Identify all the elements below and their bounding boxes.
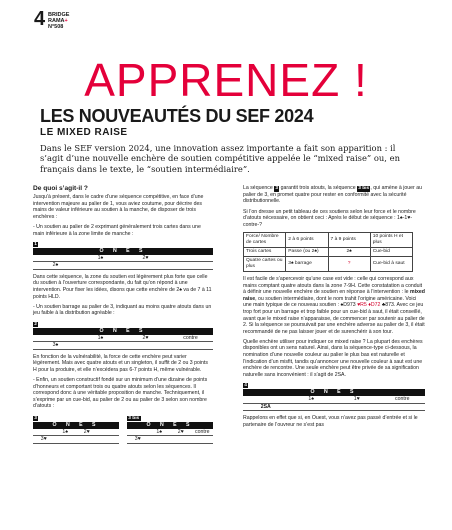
auction-header: O N E S: [33, 328, 213, 335]
auction-pair: [33, 414, 213, 448]
auction-table: [127, 422, 213, 444]
paragraph: - Enfin, un soutien constructif fondé sur un minimum d’une dizaine de points d’honneurs et comportant trois ou quatre atouts selon les séquences. Il correspond donc à une véritable proposition de manche. Techniquement, il s’exprime par un cue-bid, au palier de 2 ou au palier de 3 selon son nombre d’atouts :: [33, 377, 208, 410]
paragraph: Si l’on dresse un petit tableau de ces soutiens selon leur force et le nombre d’atouts nécessaire, on obtient ceci : Après le début de séquence : 1♠-1♥-contre-?: [243, 208, 416, 228]
table-header-cell: 10 points H et plus: [370, 232, 412, 247]
auction-cell: 1♠: [55, 429, 77, 436]
brand-line2: RAMA: [48, 18, 65, 24]
auction-table: [243, 389, 425, 411]
brand-line1: BRIDGE: [48, 12, 70, 18]
paragraph: Dans cette séquence, la zone du soutien est légèrement plus forte que celle du soutien à l’ouverture correspondante, du fait qu’on répond à une intervention. Pour fixer les idées, disons que cette enchère de 2♠ va de 7 à 11 points HLD.: [33, 273, 212, 300]
auction-ref-tag: 3 bis: [358, 186, 370, 191]
auction-cell: [33, 429, 55, 436]
right-column: [243, 185, 425, 432]
auction-cell: [243, 396, 289, 403]
auction-cell: 1♠: [149, 429, 171, 436]
intro-paragraph: Dans le SEF version 2024, une innovation assez importante a fait son apparition : il s’agit d’une nouvelle enchère de soutien compétitive appelée le “mixed raise” ou, en français dans le texte, le “soutien intermédiaire”.: [40, 143, 400, 174]
table-header-cell: Force/ Nombre de cartes: [244, 232, 286, 247]
auction-cell: [334, 403, 380, 411]
text: , ou soutien intermédiaire, dont le nom trahit l’origine américaine. Voici une main typique de ce nouveau soutien : ♠D973: [243, 295, 417, 309]
auction-cell: [123, 342, 168, 350]
page-number: 4: [34, 8, 46, 30]
auction-cell: 1♥: [334, 396, 380, 403]
left-heading: De quoi s’agit-il ?: [33, 185, 88, 192]
auction-cell: [168, 342, 213, 350]
paragraph: [243, 276, 425, 335]
auction-header: O N E S: [33, 422, 119, 429]
text: , qui amène à jouer au palier de 3, en promet quatre pour rester en conformité avec la sécurité distributionnelle.: [243, 185, 422, 205]
auction-cell: 3♠: [33, 342, 78, 350]
auction-cell: [192, 436, 214, 444]
auction-header: O N E S: [243, 389, 425, 396]
table-header-cell: 2 à 6 points: [286, 232, 328, 247]
auction-cell: [380, 403, 426, 411]
auction-cell: 2♥: [123, 255, 168, 262]
table-cell: 2♠: [328, 247, 370, 256]
auction-cell: [55, 436, 77, 444]
paragraph: Rappelons en effet que si, en Ouest, vous n’avez pas passé d’entrée et si le partenaire de l’ouvreur ne s’est pas: [243, 415, 418, 428]
headline: APPRENEZ !: [84, 54, 368, 106]
auction-number: 3: [34, 415, 37, 421]
auction-ref-tag: 3: [275, 186, 279, 191]
brand-mark: +: [64, 18, 68, 24]
auction-cell: 2♥: [123, 335, 168, 342]
text: La séquence: [243, 185, 275, 191]
auction-cell: [78, 342, 123, 350]
table-cell: Quatre cartes ou plus: [244, 256, 286, 271]
auction-3: [33, 415, 119, 444]
auction-1: [33, 241, 213, 270]
text: Il est facile de s’apercevoir qu’une case est vide : celle qui correspond aux mains comptant quatre atouts dans la zone 7-9H. Cette constatation a conduit à définir une nouvelle enchère de soutien en réponse à l’intervention : le: [243, 275, 423, 296]
auction-cell: 2SA: [243, 403, 289, 411]
support-table: [243, 232, 413, 272]
auction-cell: 1♠: [78, 335, 123, 342]
section-title: LE MIXED RAISE: [40, 127, 128, 138]
auction-4: [243, 382, 425, 411]
auction-number: 4: [244, 383, 247, 389]
auction-cell: 1♠: [78, 255, 123, 262]
paragraph: - Un soutien barrage au palier de 3, indiquant au moins quatre atouts dans un jeu faible à la distribution agréable :: [33, 303, 212, 317]
auction-3-bis: [127, 415, 213, 444]
auction-cell: 2♥: [76, 429, 98, 436]
subtitle: LES NOUVEAUTÉS DU SEF 2024: [40, 106, 314, 126]
table-cell: Cue-bid à saut: [370, 256, 412, 271]
table-cell-empty: ?: [328, 256, 370, 271]
issue-number: N°508: [48, 24, 64, 30]
auction-cell: [170, 436, 192, 444]
auction-table: [33, 422, 119, 444]
magazine-brand: [48, 12, 69, 30]
table-header-cell: 7 à 9 points: [328, 232, 370, 247]
auction-cell: [149, 436, 171, 444]
auction-cell: 3♥: [127, 436, 149, 444]
auction-header: O N E S: [33, 248, 213, 255]
red-suits: ♥R5 ♦D72: [357, 302, 381, 309]
auction-cell: [168, 262, 213, 270]
auction-header: O N E S: [127, 422, 213, 429]
auction-number: 2: [34, 321, 37, 327]
auction-cell: [289, 403, 335, 411]
auction-table: [33, 328, 213, 350]
auction-table: [33, 248, 213, 270]
paragraph: Jusqu’à présent, dans le cadre d’une séquence compétitive, en face d’une intervention majeure au palier de 1, vous aviez coutume, pour décrire des mains de valeur inférieure au soutien à la manche, de disposer de trois enchères :: [33, 194, 204, 220]
paragraph: - Un soutien au palier de 2 exprimant généralement trois cartes dans une main inférieure à la zone limite de manche :: [33, 223, 201, 237]
auction-cell: 1♠: [289, 396, 335, 403]
auction-cell: [78, 262, 123, 270]
table-cell: Cue-bid: [370, 247, 412, 256]
auction-cell: contre: [380, 396, 426, 403]
auction-cell: [98, 436, 120, 444]
term-mixed-raise: mixed raise: [243, 289, 425, 302]
auction-2: [33, 321, 213, 350]
auction-cell: [33, 255, 78, 262]
paragraph: Quelle enchère utiliser pour indiquer ce mixed raise ? La plupart des enchères disponibles ont un sens naturel. Ainsi, dans la séquence-type ci-dessous, la nomination d’une nouvelle couleur au palier le plus bas est naturelle et l’indication d’un misfit, tandis qu’annoncer une nouvelle couleur à saut est une enchère de rencontre. Une seule enchère peut être privée de sa signification naturelle sans inconvénient : il s’agit de 2SA.: [243, 338, 423, 378]
auction-cell: [98, 429, 120, 436]
auction-cell: 3♥: [33, 436, 55, 444]
text: ♣873. Avec ce jeu trop fort pour un barrage et trop faible pour un cue-bid à saut, il était conseillé, avant que le mixed raise n’apparaisse, de commencer par soutenir au palier de 2. Si la séquence se poursuivait par une enchère adverse au palier de 3, il était recommandé de ne pas laisser jouer et de surenchérir à son tour.: [243, 302, 425, 335]
auction-cell: [168, 255, 213, 262]
auction-cell: 2♠: [33, 262, 78, 270]
auction-cell: [76, 436, 98, 444]
auction-cell: [33, 335, 78, 342]
left-column: [33, 185, 213, 448]
auction-cell: contre: [168, 335, 213, 342]
auction-cell: contre: [192, 429, 214, 436]
paragraph: [243, 185, 425, 205]
auction-cell: 2♥: [170, 429, 192, 436]
paragraph: En fonction de la vulnérabilité, la force de cette enchère peut varier légèrement. Mais avec quatre atouts et un singleton, il suffit de 2 ou 3 points H pour la produire, et elle n’excédera pas 6-7 points H, même vulnérable.: [33, 353, 208, 373]
auction-number: 3 bis: [128, 415, 140, 421]
text: garantit trois atouts, la séquence: [279, 185, 358, 191]
table-cell: 3♠ barrage: [286, 256, 328, 271]
table-cell: Passe (ou 2♠): [286, 247, 328, 256]
auction-number: 1: [34, 241, 37, 247]
table-cell: Trois cartes: [244, 247, 286, 256]
auction-cell: [123, 262, 168, 270]
auction-cell: [127, 429, 149, 436]
